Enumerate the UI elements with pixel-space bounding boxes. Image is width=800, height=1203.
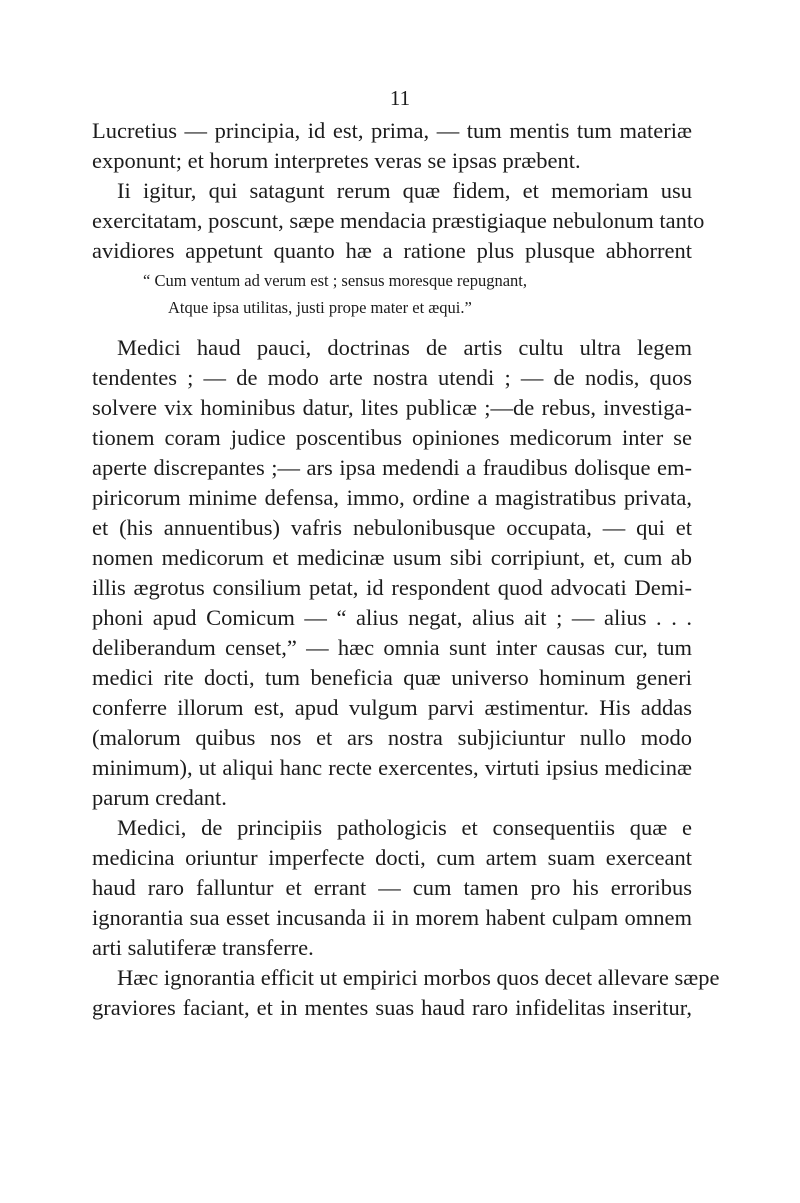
text-line: tionem coram judice poscentibus opiniones medicorum inter se — [92, 425, 692, 450]
verse-line: Atque ipsa utilitas, justi prope mater et æqui.” — [168, 298, 472, 317]
text-line: Medici haud pauci, doctrinas de artis cultu ultra legem — [117, 335, 692, 360]
text-line: avidiores appetunt quanto hæ a ratione plus plusque abhorrent — [92, 238, 692, 263]
text-line: solvere vix hominibus datur, lites publicæ ;—de rebus, investiga- — [92, 395, 692, 420]
text-line: phoni apud Comicum — “ alius negat, alius ait ; — alius . . . — [92, 605, 692, 630]
text-line: graviores faciant, et in mentes suas haud raro infidelitas inseritur, — [92, 995, 692, 1020]
text-line: conferre illorum est, apud vulgum parvi æstimentur. His addas — [92, 695, 692, 720]
text-line: parum credant. — [92, 785, 227, 810]
text-line: nomen medicorum et medicinæ usum sibi corripiunt, et, cum ab — [92, 545, 692, 570]
verse-line: “ Cum ventum ad verum est ; sensus moresque repugnant, — [143, 271, 528, 290]
text-line: minimum), ut aliqui hanc recte exercentes, virtuti ipsius medicinæ — [92, 755, 692, 780]
text-line: Lucretius — principia, id est, prima, — tum mentis tum materiæ — [92, 118, 692, 143]
text-line: arti salutiferæ transferre. — [92, 935, 314, 960]
text-line: et (his annuentibus) vafris nebulonibusque occupata, — qui et — [92, 515, 692, 540]
text-line: piricorum minime defensa, immo, ordine a magistratibus privata, — [92, 485, 692, 510]
text-line: Ii igitur, qui satagunt rerum quæ fidem, et memoriam usu — [117, 178, 692, 203]
text-line: exponunt; et horum interpretes veras se ipsas præbent. — [92, 148, 581, 173]
text-line: medici rite docti, tum beneficia quæ universo hominum generi — [92, 665, 692, 690]
text-line: Medici, de principiis pathologicis et consequentiis quæ e — [117, 815, 692, 840]
page-number: 11 — [389, 86, 411, 110]
text-line: deliberandum censet,” — hæc omnia sunt inter causas cur, tum — [92, 635, 692, 660]
text-line: exercitatam, poscunt, sæpe mendacia præstigiaque nebulonum tanto — [92, 208, 705, 233]
text-line: Hæc ignorantia efficit ut empirici morbos quos decet allevare sæpe — [117, 965, 720, 990]
text-line: tendentes ; — de modo arte nostra utendi ; — de nodis, quos — [92, 365, 692, 390]
text-line: haud raro falluntur et errant — cum tamen pro his erroribus — [92, 875, 692, 900]
text-line: illis ægrotus consilium petat, id respondent quod advocati Demi- — [92, 575, 692, 600]
text-line: medicina oriuntur imperfecte docti, cum artem suam exerceant — [92, 845, 692, 870]
text-line: aperte discrepantes ;— ars ipsa medendi a fraudibus dolisque em- — [92, 455, 692, 480]
text-line: ignorantia sua esset incusanda ii in morem habent culpam omnem — [92, 905, 692, 930]
text-line: (malorum quibus nos et ars nostra subjiciuntur nullo modo — [92, 725, 692, 750]
